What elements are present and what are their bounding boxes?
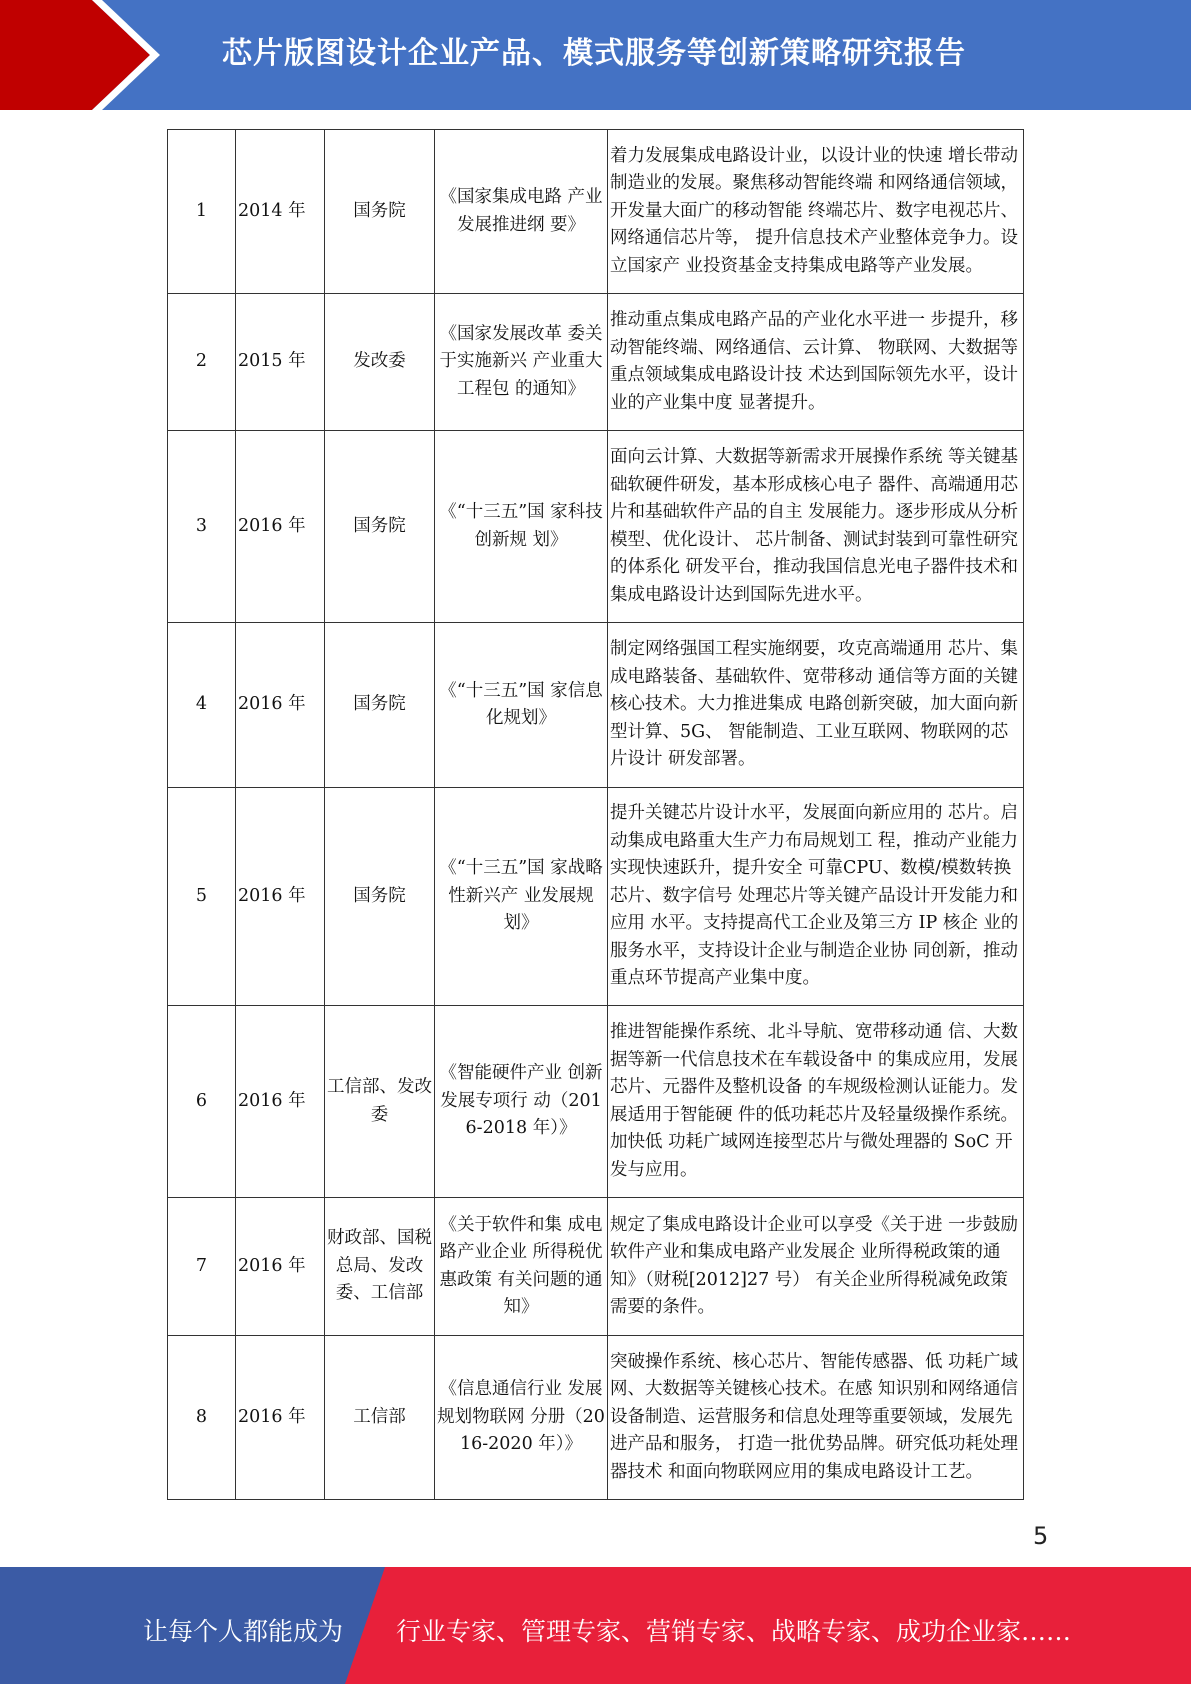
row-number: 7 [168, 1198, 236, 1336]
row-year: 2016 年 [236, 623, 325, 788]
row-description: 推动重点集成电路产品的产业化水平进一 步提升，移动智能终端、网络通信、云计算、 物联网、大数据等重点领域集成电路设计技 术达到国际领先水平，设计业的产业集中度 显著提升。 [608, 294, 1024, 431]
row-number: 4 [168, 623, 236, 788]
row-description: 着力发展集成电路设计业，以设计业的快速 增长带动制造业的发展。聚焦移动智能终端 和网络通信领域，开发量大面广的移动智能 终端芯片、数字电视芯片、网络通信芯片等， 提升信息技术产业整体竞争力。设立国家产 业投资基金支持集成电路等产业发展。 [608, 130, 1024, 294]
table-row [168, 623, 1024, 788]
row-document: 《国家发展改革 委关于实施新兴 产业重大工程包 的通知》 [435, 294, 608, 431]
row-description: 规定了集成电路设计企业可以享受《关于进 一步鼓励软件产业和集成电路产业发展企 业所得税政策的通知》（财税[2012]27 号） 有关企业所得税减免政策需要的条件。 [608, 1198, 1024, 1336]
table-row [168, 1198, 1024, 1336]
row-year: 2016 年 [236, 431, 325, 623]
row-description: 突破操作系统、核心芯片、智能传感器、低 功耗广域网、大数据等关键核心技术。在感 知识别和网络通信设备制造、运营服务和信息处理等重要领域，发展先进产品和服务， 打造一批优势品牌。研究低功耗处理器技术 和面向物联网应用的集成电路设计工艺。 [608, 1336, 1024, 1500]
policy-table [167, 129, 1024, 1500]
row-year: 2015 年 [236, 294, 325, 431]
row-number: 5 [168, 788, 236, 1006]
page-header [0, 0, 1191, 110]
row-year: 2016 年 [236, 1198, 325, 1336]
row-department: 国务院 [325, 431, 435, 623]
row-department: 工信部 [325, 1336, 435, 1500]
row-document: 《国家集成电路 产业发展推进纲 要》 [435, 130, 608, 294]
row-document: 《智能硬件产业 创新发展专项行 动（2016-2018 年）》 [435, 1006, 608, 1198]
footer-slogan-left: 让每个人都能成为 [143, 1617, 344, 1646]
row-description: 提升关键芯片设计水平，发展面向新应用的 芯片。启动集成电路重大生产力布局规划工 程，推动产业能力实现快速跃升，提升安全 可靠CPU、数模/模数转换芯片、数字信号 处理芯片等关键产品设计开发能力和应用 水平。支持提高代工企业及第三方 IP 核企 业的服务水平，支持设计企业与制造企业协 同创新，推动重点环节提高产业集中度。 [608, 788, 1024, 1006]
row-department: 国务院 [325, 788, 435, 1006]
row-year: 2014 年 [236, 130, 325, 294]
row-department: 工信部、发改委 [325, 1006, 435, 1198]
row-description: 面向云计算、大数据等新需求开展操作系统 等关键基础软硬件研发，基本形成核心电子 器件、高端通用芯片和基础软件产品的自主 发展能力。逐步形成从分析模型、优化设计、 芯片制备、测试封装到可靠性研究的体系化 研发平台，推动我国信息光电子器件技术和 集成电路设计达到国际先进水平。 [608, 431, 1024, 623]
page-number: 5 [1033, 1522, 1049, 1550]
table-row [168, 1006, 1024, 1198]
row-number: 8 [168, 1336, 236, 1500]
row-year: 2016 年 [236, 788, 325, 1006]
row-document: 《“十三五”国 家信息化规划》 [435, 623, 608, 788]
footer-slogan-right: 行业专家、管理专家、营销专家、战略专家、成功企业家…… [396, 1617, 1072, 1646]
row-department: 国务院 [325, 130, 435, 294]
table-row [168, 1336, 1024, 1500]
row-description: 制定网络强国工程实施纲要，攻克高端通用 芯片、集成电路装备、基础软件、宽带移动 通信等方面的关键核心技术。大力推进集成 电路创新突破，加大面向新型计算、5G、 智能制造、工业互联网、物联网的芯片设计 研发部署。 [608, 623, 1024, 788]
row-department: 国务院 [325, 623, 435, 788]
row-year: 2016 年 [236, 1006, 325, 1198]
row-number: 2 [168, 294, 236, 431]
row-year: 2016 年 [236, 1336, 325, 1500]
row-description: 推进智能操作系统、北斗导航、宽带移动通 信、大数据等新一代信息技术在车载设备中 的集成应用，发展芯片、元器件及整机设备 的车规级检测认证能力。发展适用于智能硬 件的低功耗芯片及轻量级操作系统。加快低 功耗广域网连接型芯片与微处理器的 SoC 开发与应用。 [608, 1006, 1024, 1198]
table-row [168, 431, 1024, 623]
row-document: 《“十三五”国 家科技创新规 划》 [435, 431, 608, 623]
row-number: 3 [168, 431, 236, 623]
row-document: 《信息通信行业 发展规划物联网 分册（2016-2020 年）》 [435, 1336, 608, 1500]
row-document: 《关于软件和集 成电路产业企业 所得税优惠政策 有关问题的通 知》 [435, 1198, 608, 1336]
row-number: 6 [168, 1006, 236, 1198]
report-title: 芯片版图设计企业产品、模式服务等创新策略研究报告 [222, 36, 966, 71]
table-row [168, 294, 1024, 431]
table-row [168, 130, 1024, 294]
row-department: 发改委 [325, 294, 435, 431]
row-document: 《“十三五”国 家战略性新兴产 业发展规划》 [435, 788, 608, 1006]
row-number: 1 [168, 130, 236, 294]
table-row [168, 788, 1024, 1006]
row-department: 财政部、国税总局、发改委、工信部 [325, 1198, 435, 1336]
